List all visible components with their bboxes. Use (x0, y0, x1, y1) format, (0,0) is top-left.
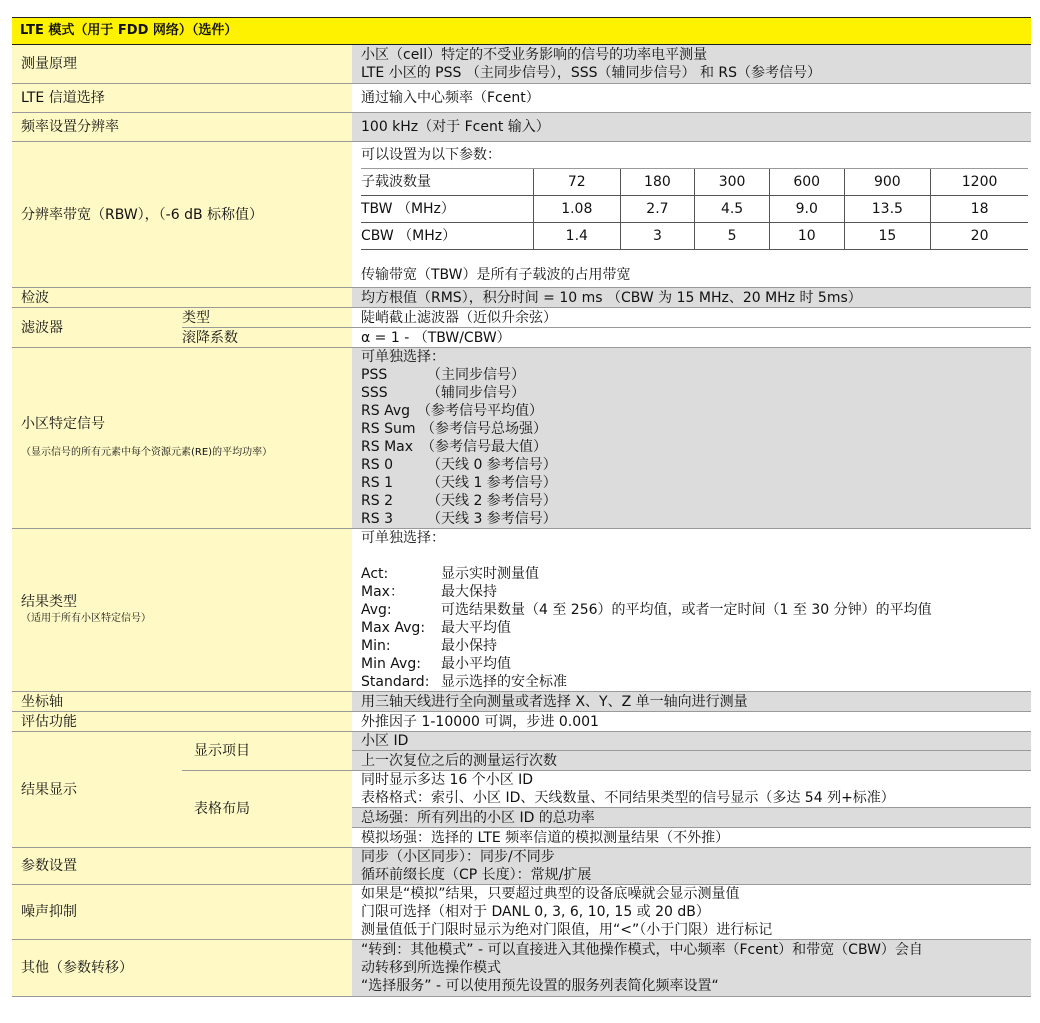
label-principle: 测量原理 (12, 45, 352, 84)
layout-line: 同时显示多达 16 个小区 ID (361, 772, 534, 788)
label-result (12, 529, 352, 692)
list-item: RS Avg （参考信号平均值） (361, 403, 543, 419)
cellsig-sublabel: （显示信号的所有元素中每个资源元素(RE)的平均功率） (21, 447, 273, 458)
value-cellsig (352, 348, 1031, 529)
rbw-cell: 300 (695, 169, 770, 196)
row-other (12, 940, 1031, 997)
list-item: Standard: 显示选择的安全标准 (361, 674, 567, 690)
label-detect: 检波 (12, 288, 352, 308)
rbw-cell: 5 (695, 223, 770, 250)
label-eval: 评估功能 (12, 712, 352, 732)
label-other: 其他（参数转移） (12, 940, 352, 997)
rbw-note: 传输带宽（TBW）是所有子载波的占用带宽 (361, 267, 631, 283)
label-cellsig (12, 348, 352, 529)
value-params (352, 848, 1031, 885)
rbw-cell: 10 (769, 223, 844, 250)
rbw-cell: 20 (931, 223, 1028, 250)
params-line: 同步（小区同步）：同步/不同步 (361, 849, 555, 865)
list-item: RS Max （参考信号最大值） (361, 439, 547, 455)
label-channel: LTE 信道选择 (12, 84, 352, 113)
label-display-items: 显示项目 (182, 732, 352, 771)
list-item: Min: 最小保持 (361, 638, 497, 654)
value-noise (352, 885, 1031, 940)
label-filter-type: 类型 (182, 308, 352, 328)
display-layout-2: 总场强：所有列出的小区 ID 的总功率 (352, 808, 1031, 828)
list-item: Act: 显示实时测量值 (361, 566, 539, 582)
rbw-cell: 72 (534, 169, 621, 196)
value-filter-type: 陡峭截止滤波器（近似升余弦） (352, 308, 1031, 328)
rbw-cell: 2.7 (620, 196, 695, 223)
rbw-cell: 15 (844, 223, 931, 250)
display-item-2: 上一次复位之后的测量运行次数 (352, 751, 1031, 771)
rbw-cell: 1200 (931, 169, 1028, 196)
rbw-cell: 180 (620, 169, 695, 196)
row-params (12, 848, 1031, 885)
rbw-cell: 9.0 (769, 196, 844, 223)
rbw-row-tbw (361, 196, 1028, 223)
other-line: “选择服务” - 可以使用预先设置的服务列表简化频率设置“ (361, 978, 719, 994)
rbw-cell: 4.5 (695, 196, 770, 223)
result-sublabel: （适用于所有小区特定信号） (21, 613, 151, 624)
list-item: RS 0 （天线 0 参考信号） (361, 457, 557, 473)
list-item: Max Avg: 最大平均值 (361, 620, 511, 636)
value-principle (352, 45, 1031, 84)
display-layout-3: 模拟场强：选择的 LTE 频率信道的模拟测量结果（不外推） (352, 828, 1031, 848)
list-item: Max： 最大保持 (361, 584, 497, 600)
other-line: 动转移到所选操作模式 (361, 960, 501, 976)
row-channel (12, 84, 1031, 113)
list-item: RS Sum （参考信号总场强） (361, 421, 547, 437)
noise-line: 测量值低于门限时显示为绝对门限值，用“<”（小于门限）进行标记 (361, 922, 773, 938)
rbw-cell: 子载波数量 (361, 169, 534, 196)
display-item-1: 小区 ID (352, 732, 1031, 751)
rbw-row-subcarriers (361, 169, 1028, 196)
display-layout-1 (352, 771, 1031, 808)
list-item: RS 3 （天线 3 参考信号） (361, 511, 557, 527)
spec-table (12, 17, 1031, 997)
list-item: Avg: 可选结果数量（4 至 256）的平均值，或者一定时间（1 至 30 分钟）的平均值 (361, 602, 932, 618)
params-line: 循环前缀长度（CP 长度）：常规/扩展 (361, 867, 592, 883)
rbw-cell: 18 (931, 196, 1028, 223)
cellsig-title: 小区特定信号 (21, 416, 105, 432)
value-channel: 通过输入中心频率（Fcent） (352, 84, 1031, 113)
row-axis (12, 692, 1031, 712)
row-result (12, 529, 1031, 692)
row-eval (12, 712, 1031, 732)
rbw-cell: CBW （MHz） (361, 223, 534, 250)
label-filter-rolloff: 滚降系数 (182, 328, 352, 348)
rbw-row-cbw (361, 223, 1028, 250)
label-freqres: 频率设置分辨率 (12, 113, 352, 142)
value-filter-rolloff: α = 1 - （TBW/CBW） (352, 328, 1031, 348)
label-rbw: 分辨率带宽（RBW），（-6 dB 标称值） (12, 142, 352, 288)
label-display-layout: 表格布局 (182, 771, 352, 848)
value-freqres: 100 kHz（对于 Fcent 输入） (352, 113, 1031, 142)
row-freqres (12, 113, 1031, 142)
value-detect: 均方根值（RMS），积分时间 = 10 ms （CBW 为 15 MHz、20 MHz 时 5ms） (352, 288, 1031, 308)
rbw-param-table (361, 168, 1028, 250)
label-noise: 噪声抑制 (12, 885, 352, 940)
noise-line: 门限可选择（相对于 DANL 0, 3, 6, 10, 15 或 20 dB） (361, 904, 710, 920)
rbw-cell: 900 (844, 169, 931, 196)
row-detect (12, 288, 1031, 308)
row-noise (12, 885, 1031, 940)
noise-line: 如果是“模拟”结果，只要超过典型的设备底噪就会显示测量值 (361, 886, 740, 902)
label-display: 结果显示 (12, 732, 182, 848)
rbw-cell: 1.4 (534, 223, 621, 250)
result-title: 结果类型 (21, 594, 77, 610)
value-result (352, 529, 1031, 692)
value-other (352, 940, 1031, 997)
rbw-cell: TBW （MHz） (361, 196, 534, 223)
title-row (12, 18, 1031, 45)
value-axis: 用三轴天线进行全向测量或者选择 X、Y、Z 单一轴向进行测量 (352, 692, 1031, 712)
principle-line-2: LTE 小区的 PSS （主同步信号），SSS（辅同步信号） 和 RS（参考信号） (361, 65, 822, 81)
list-item: RS 2 （天线 2 参考信号） (361, 493, 557, 509)
value-eval: 外推因子 1-10000 可调，步进 0.001 (352, 712, 1031, 732)
rbw-cell: 13.5 (844, 196, 931, 223)
principle-line-1: 小区（cell）特定的不受业务影响的信号的功率电平测量 (361, 47, 708, 63)
label-axis: 坐标轴 (12, 692, 352, 712)
row-rbw (12, 142, 1031, 288)
other-line: “转到：其他模式” - 可以直接进入其他操作模式，中心频率（Fcent）和带宽（CBW）会自 (361, 942, 923, 958)
rbw-cell: 600 (769, 169, 844, 196)
list-item: SSS （辅同步信号） (361, 385, 525, 401)
rbw-cell: 3 (620, 223, 695, 250)
result-intro: 可单独选择： (361, 530, 445, 546)
layout-line: 表格格式：索引、小区 ID、天线数量、不同结果类型的信号显示（多达 54 列+标准） (361, 790, 895, 806)
rbw-intro: 可以设置为以下参数： (361, 147, 501, 163)
table-title: LTE 模式（用于 FDD 网络）（选件） (12, 18, 1031, 45)
row-principle (12, 45, 1031, 84)
label-params: 参数设置 (12, 848, 352, 885)
value-rbw (352, 142, 1031, 288)
label-filter: 滤波器 (12, 308, 182, 348)
list-item: Min Avg: 最小平均值 (361, 656, 511, 672)
list-item: PSS （主同步信号） (361, 367, 525, 383)
list-item: RS 1 （天线 1 参考信号） (361, 475, 557, 491)
row-filter-type (12, 308, 1031, 328)
cellsig-intro: 可单独选择： (361, 349, 445, 365)
rbw-cell: 1.08 (534, 196, 621, 223)
row-display-items-1 (12, 732, 1031, 751)
row-cellsig (12, 348, 1031, 529)
